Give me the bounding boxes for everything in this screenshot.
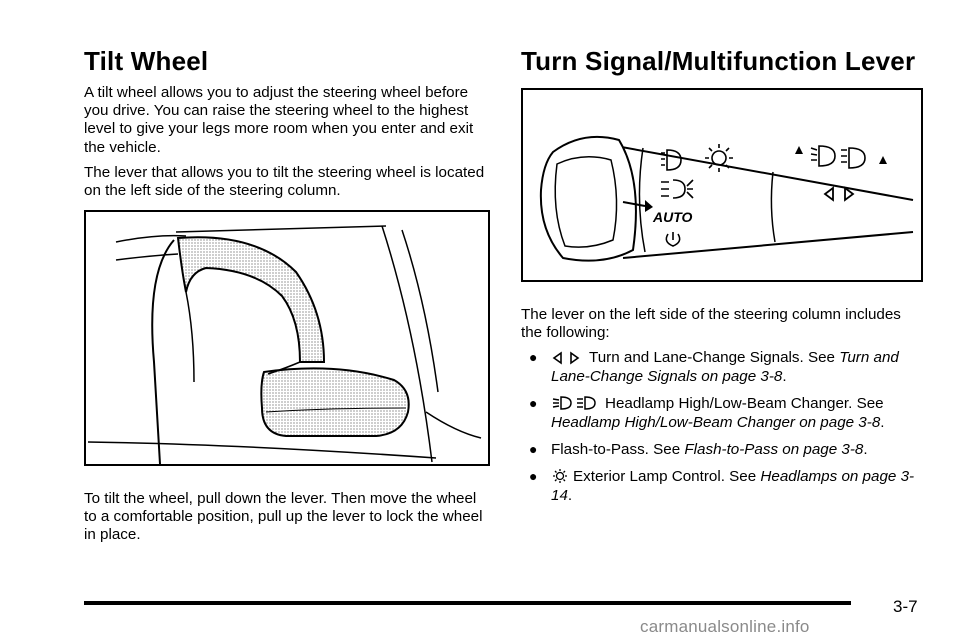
turn-signal-arrows-icon [551, 351, 585, 365]
multifunction-lever-illustration [521, 88, 923, 282]
xref-turn-signals: Turn and Lane-Change Signals on page 3-8 [551, 349, 899, 385]
bullet-dot: ● [529, 395, 538, 411]
high-low-beam-icon [551, 395, 601, 411]
exterior-lamp-icon [551, 468, 569, 484]
bullet-dot: ● [529, 349, 538, 365]
turn-signal-heading: Turn Signal/Multifunction Lever [521, 46, 916, 76]
tilt-wheel-drawing [86, 212, 488, 464]
footer-rule [84, 601, 851, 605]
tilt-wheel-heading: Tilt Wheel [84, 46, 209, 76]
tilt-wheel-instructions: To tilt the wheel, pull down the lever. Then move the wheel to a comfortable position, pull up the lever to lock the wheel in place. [84, 490, 483, 544]
auto-label: AUTO [653, 209, 693, 225]
tilt-wheel-illustration [84, 210, 490, 466]
xref-headlamps: Headlamps on page 3-14 [551, 468, 915, 504]
page-number: 3-7 [893, 597, 918, 616]
multifunction-lever-drawing [523, 90, 921, 280]
xref-high-low-beam: Headlamp High/Low-Beam Changer on page 3-8 [551, 414, 881, 431]
tilt-lever-location: The lever that allows you to tilt the steering wheel is located on the left side of the steering column. [84, 164, 485, 200]
watermark: carmanualsonline.info [640, 617, 810, 636]
xref-flash-to-pass: Flash-to-Pass on page 3-8 [684, 441, 864, 458]
lever-intro: The lever on the left side of the steering column includes the following: [521, 306, 901, 342]
bullet-dot: ● [529, 441, 538, 457]
tilt-wheel-intro: A tilt wheel allows you to adjust the steering wheel before you drive. You can raise the steering wheel to the highest level to give your legs more room when you enter and exit the vehicle. [84, 84, 474, 156]
bullet-dot: ● [529, 468, 538, 484]
